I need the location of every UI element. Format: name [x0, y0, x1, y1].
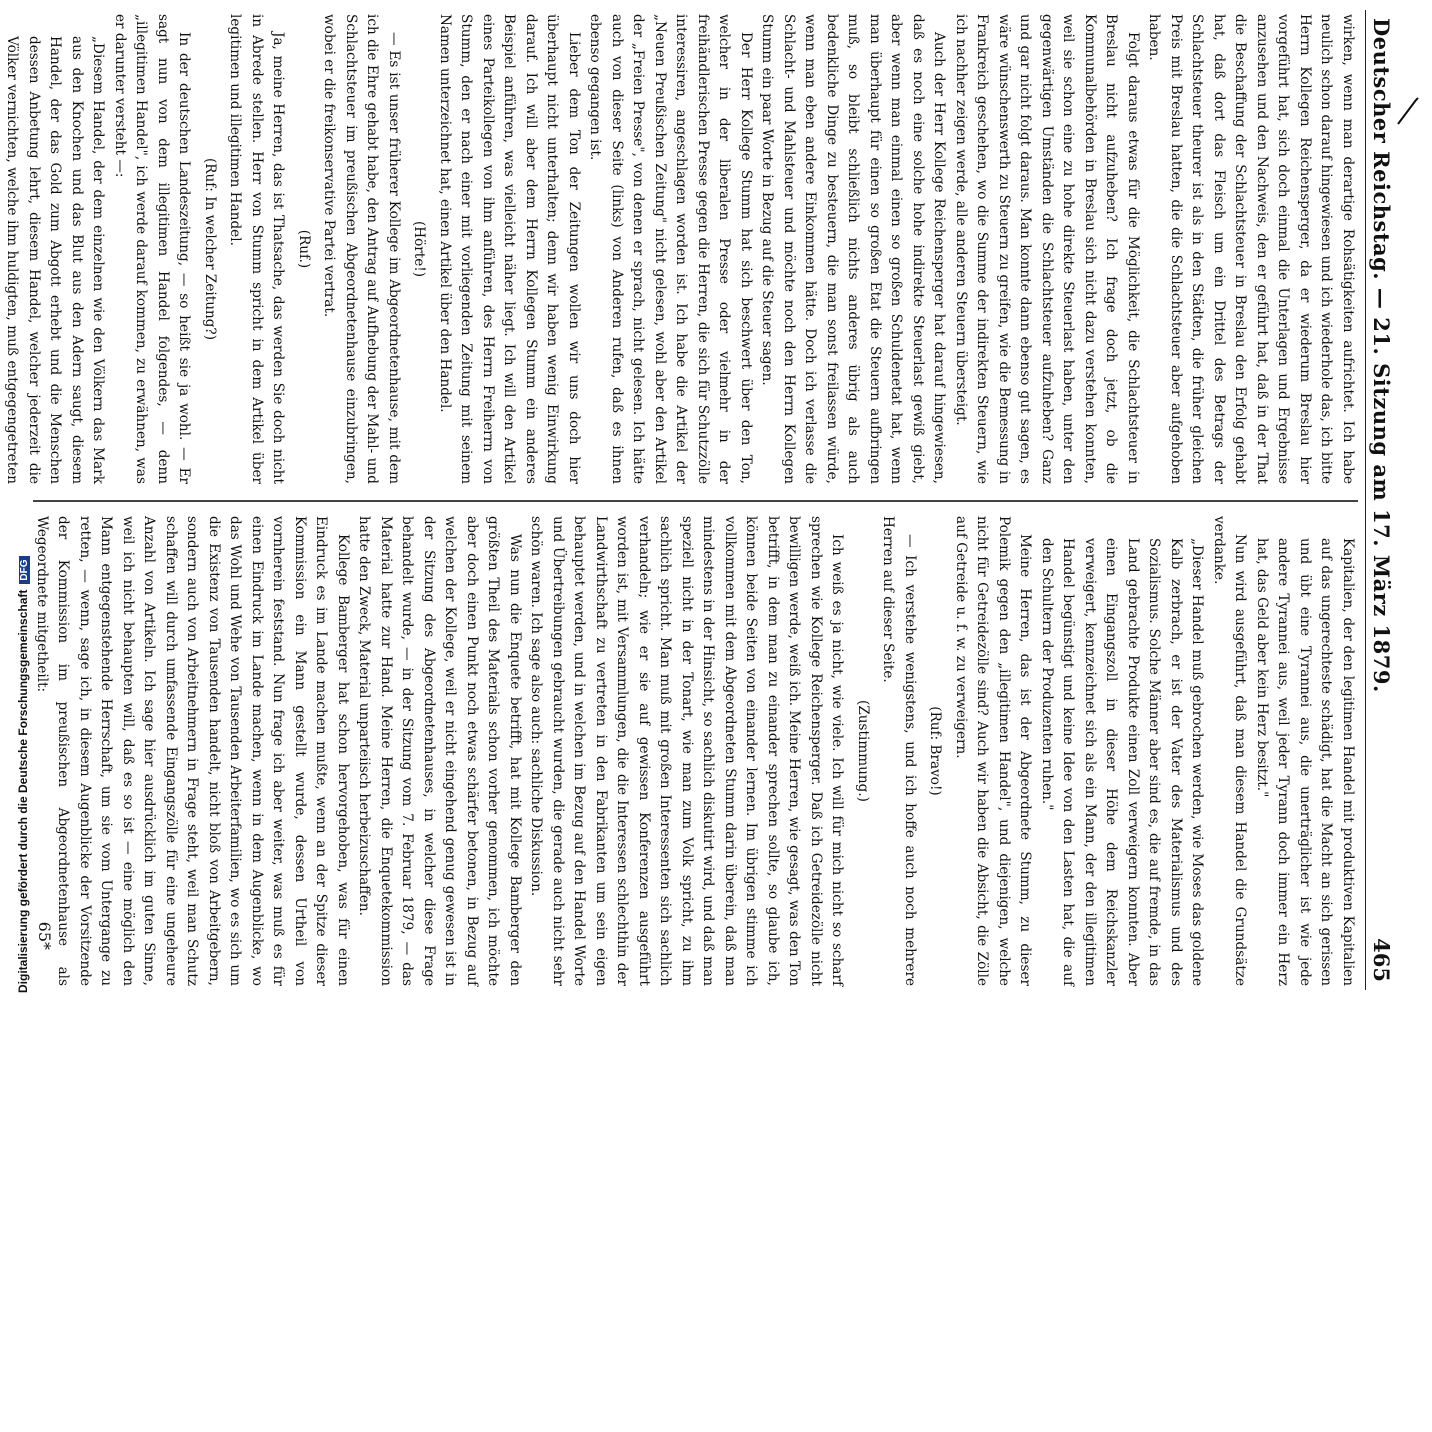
block-quote [1036, 516, 1208, 986]
paragraph: In der deutschen Landeszeitung, — so heißt sie ja wohl. — Er sagt nun von dem illegitimen Handel folgendes, — denn „illegitimen Handel", ich werde darauf kommen, zu erwähnen, was er darunter versteht —: [112, 14, 193, 484]
paragraph: Was nun die Enquete betrifft, hat mit Kollege Bamberger den größten Theil des Materials schon vorher genommen, ich möchte aber doch einen Punkt noch etwas schärfer betonen, in Bezug auf welchen der Kollege, weil er nicht eingehend genug gewesen ist in der Sitzung des Abgeordnetenhauses, in welcher diese Frage behandelt wurde, — in der Sitzung vom 7. Februar 1879, — das Material hatte zur Hand. Meine Herren, die Enquetekommission hatte den Zweck, Material unparteiisch herbeizuschaffen. [356, 516, 523, 986]
quote-text: Kapitalien, der den legitimen Handel mit produktiven Kapitalien auf das ungerechteste schädigt, hat die Macht an sich gerissen und übt eine Tyrannei aus, die unerträglicher ist wie jede andere Tyrannei aus, weil jeder Tyrann doch immer ein Herz hat, das Geld aber kein Herz besitzt." [1254, 538, 1356, 986]
paragraph: Ja, meine Herren, das ist Thatsache, das werden Sie doch nicht in Abrede stellen. Herr von Stumm spricht in dem Artikel über legitimen und illegitimen Handel. [227, 14, 287, 484]
interjection: (Ruf: Bravo!) [927, 706, 944, 796]
quote-text: „Diesem Handel, der dem einzelnen wie den Völkern das Mark aus den Knochen und das Blut aus den Adern saugt, diesem Handel, der das Gold zum Abgott erhebt und die Menschen dessen Anbetung lehrt, diesem Handel, welcher jederzeit die Völker vernichten, welche ihm huldigten, muß entgegengetreten [4, 36, 107, 484]
interjection: (Zustimmung.) [855, 700, 871, 802]
page-header [1365, 10, 1400, 990]
dfg-logo-icon: DFG [19, 556, 30, 583]
interjection: (Hörte!) [411, 220, 428, 278]
paragraph: Meine Herren, das ist der Abgeordnete Stumm, zu dieser Polemik gegen den „illegitimen Handel", und diejenigen, welche nicht für Getreidezölle sind? Auch wir haben die Absicht, die Zölle auf Getreide u. f. w. zu verweigern. [953, 516, 1034, 986]
interjection: (Ruf: In welcher Zeitung?) [202, 157, 218, 341]
column-divider [33, 500, 1358, 502]
paragraph: — Es ist unser früherer Kollege im Abgeordnetenhause, mit dem ich die Ehre gehabt habe, den Antrag auf Aufhebung der Mahl- und Schlachtsteuer im preußischen Abgeordnetenhause einzubringen, wobei er die freikonservative Partei vertrat. [321, 14, 402, 484]
running-title: Deutscher Reichstag. — 21. Sitzung am 17. März 1879. [1369, 18, 1394, 693]
paragraph: Ich weiß es ja nicht, wie viele. Ich will für mich nicht so scharf sprechen wie Kollege Reichensperger. Daß ich Getreidezölle nicht bewilligen werde, weiß ich. Meine Herren, wie gesagt, was den Ton betrifft, in dem man zu einander sprechen sollte, so glaube ich, können beide Seiten von einander lernen. Im übrigen stimme ich vollkommen mit dem Abgeordneten Stumm darin überein, daß man mindestens in der Hinsicht, so sachlich diskutirt wird, und daß man speziell nicht in der Tonart, wie man zum Volk spricht, zu ihm sachlich spricht. Man muß mit großen Interessenten sich sachlich verhandeln; wie er sie auf gewissen Konferenzen ausgeführt worden ist, mit Versammlungen, die die Interessen schlechthin der Landwirthschaft zu vertreten in den Fabrikanten um sein eigen behauptet werden, und in welchen im Bezug auf den Handel Worte und Übertreibungen gebraucht wurden, die gerade auch nicht sehr schön waren. Ich sage also auch: sachliche Diskussion. [528, 516, 846, 986]
paragraph: Folgt daraus etwas für die Möglichkeit, die Schlachtsteuer in Breslau nicht aufzuheben? Ich frage doch jetzt, ob die Kommunalbehörden in Breslau sich nicht dazu verstehen konnten, weil sie schon eine zu hohe direkte Steuerlast haben, unter den gegenwärtigen Umständen die Schlachtsteuer aufzuheben? Ganz und gar nicht folgt daraus. Man konnte dann ebenso gut sagen, es wäre wünschenswerth zu Steuern zu greifen, wie die Bemessung in Frankreich geschehen, wo die Summe der indirekten Steuern, wie ich nachher zeigen werde, alle anderen Steuern übersteigt. [953, 14, 1141, 484]
block-quote [1251, 516, 1359, 986]
paragraph: Nun wird ausgeführt, daß man diesem Handel die Grundsätze verdanke. [1211, 516, 1249, 986]
paragraph: — Ich verstehe wenigstens, und ich hoffe auch noch mehrere Herren auf dieser Seite. [880, 516, 918, 986]
signature-mark: 65* [35, 921, 54, 950]
interjection: (Ruf.) [296, 229, 312, 269]
digitization-credit [2, 559, 30, 1000]
credit-text: Digitalisierung gefördert durch die Deutsche Forschungsgemeinschaft [16, 589, 30, 993]
rotated-page-content [4, 10, 1400, 990]
pen-mark-icon [1396, 96, 1420, 126]
paragraph: Kollege Bamberger hat schon hervorgehoben, was für einen Eindruck es im Lande machen mußte, wenn an der Spitze dieser Kommission ein Mann gestellt wurde, dessen Urtheil von vornherein feststand. Nun frage ich aber weiter, was muß es für einen Eindruck im Lande machen, wenn in dem Augenblicke, wo das Wohl und Wehe von Tausenden Arbeiterfamilien, wo es sich um die Existenz von Tausenden handelt, nicht bloß von Arbeitgebern, sondern auch von Arbeitnehmern in Frage steht, weil man Schutz schaffen will durch umfassende Eingangszölle für eine ungeheure Anzahl von Artikeln. Ich sage hier ausdrücklich im guten Sinne, weil ich nicht behaupten will, daß es so ist — eine möglich den Mann entgegenstehende Herrschaft, um sie vom Untergange zu retten, — wenn, sage ich, in diesem Augenblicke der Vorsitzende der Kommission im preußischen Abgeordnetenhause als Wegeordnete mitgetheilt: [34, 516, 351, 986]
paragraph: Lieber dem Ton der Zeitungen wollen wir uns doch hier überhaupt nicht unterhalten; denn wir haben wenig Einwirkung darauf. Ich will aber dem Herrn Kollegen Stumm ein anderes Beispiel anführen, was vielleicht näher liegt. Ich will den Artikel eines Parteikollegen von ihm anführen, des Herrn Freiherrn von Stumm, den er nach einer mit vorliegenden Zeitung mit seinem Namen unterzeichnet hat, einen Artikel über den Handel. [437, 14, 582, 484]
paragraph: Auch der Herr Kollege Reichensperger hat darauf hingewiesen, daß es noch eine solche hohe indirekte Steuerlast gewiß giebt, aber wenn man einmal einen so großen Schuldenetat hat, wenn man überhaupt für einen so großen Etat die Steuern aufbringen muß, so bleibt schließlich nichts anderes übrig als auch bedenkliche Dinge zu besteuern, die man sonst freilassen würde, wenn man eben andere Einkommen hätte. Doch ich verlasse die Schlacht- und Mahlsteuer und möchte noch den Herrn Kollegen Stumm ein paar Worte in Bezug auf die Steuer sagen. [759, 14, 948, 484]
paragraph: wirken, wenn man derartige Rohsätigkeiten aufrichtet. Ich habe neulich schon darauf hingewiesen und ich wiederhole das, ich bitte Herrn Kollegen Reichensperger, da er wiederum Breslau hier vorgeführt hat, sich doch einmal die Unterlagen und Ergebnisse anzusehen und den Nachweis, den er geführt hat, daß in der That die Beschaffung der Schlachtsteuer in Breslau den Erfolg gehabt hat, daß dort das Fleisch um ein Drittel des Betrags der Schlachtsteuer theurer ist als in den Städten, die früher gleichen Preis mit Breslau hatten, die die Schlachtsteuer aber aufgehoben haben. [1146, 14, 1356, 484]
page-number: 465 [1369, 938, 1394, 982]
quote-text: „Dieser Handel muß gebrochen werden, wie Moses das goldene Kalb zerbrach, er ist der Vater des Materialismus und des Sozialismus. Solche Männer aber sind es, die auf fremde, in das Land gebrachte Produkte einen Zoll verweigern konnten. Aber einen Eingangszoll in dieser Höhe dem Reichskanzler verweigert, kennzeichnet sich als ein Mann, der den illegitimen Handel begünstigt und keine Idee von den Lasten hat, die auf den Schultern der Produzenten ruhen." [1039, 538, 1206, 986]
left-column [0, 14, 1358, 484]
paragraph: Der Herr Kollege Stumm hat sich beschwert über den Ton, welcher in der liberalen Presse oder vielmehr in der freihändlerischen Presse gegen die Herren, die sich für Schutzzölle interessiren, angeschlagen worden ist. Ich habe die Artikel der „Neuen Preußischen Zeitung" nicht gelesen, wohl aber den Artikel der „Freien Presse", von denen er sprach, nicht gelesen. Ich hätte auch von dieser Seite (links) von Anderen rufen, daß es ihnen ebenso gegangen ist. [587, 14, 754, 484]
block-quote [0, 14, 109, 484]
right-column [31, 516, 1359, 986]
